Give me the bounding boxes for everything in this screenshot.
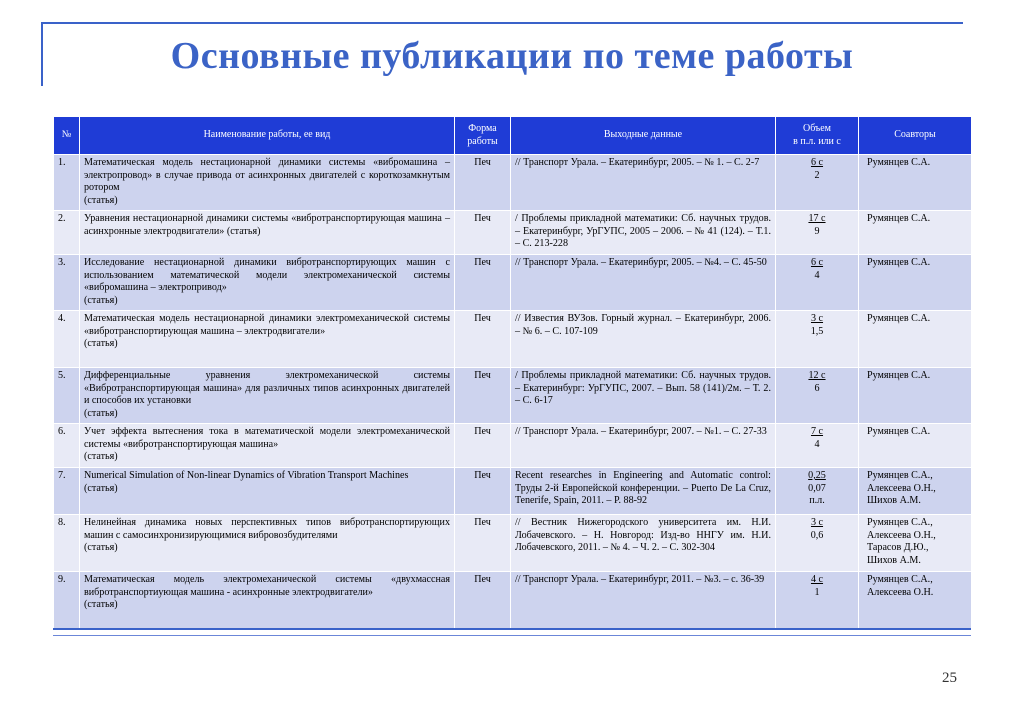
work-form: Печ	[455, 255, 511, 311]
volume-sheets: 2	[814, 169, 820, 181]
publications-table-wrap	[53, 116, 971, 629]
volume-cell	[776, 515, 859, 572]
work-kind: (статья)	[84, 407, 118, 419]
volume-pages: 4 с	[810, 574, 824, 585]
volume-cell	[776, 211, 859, 255]
work-kind: (статья)	[84, 194, 118, 206]
top-rule	[41, 22, 963, 24]
coauthor-name: Румянцев С.А.	[867, 313, 931, 324]
volume-pages: 7 с	[810, 426, 824, 437]
work-title-cell	[80, 155, 455, 211]
work-title: Исследование нестационарной динамики вибротранспортирующих машин с использованием математической модели электромеханической системы «вибромашина – электропривод»	[84, 257, 450, 294]
coauthors-cell	[859, 311, 972, 368]
coauthors-cell	[859, 255, 972, 311]
volume-sheets: 4	[814, 438, 820, 450]
volume-pages: 3 с	[810, 517, 824, 528]
coauthors-cell	[859, 368, 972, 424]
volume-cell	[776, 311, 859, 368]
work-title: Математическая модель нестационарной динамики электромеханической системы «вибротранспортирующая машина – электродвигатели»	[84, 313, 450, 337]
output-data: / Проблемы прикладной математики: Сб. научных трудов. – Екатеринбург: УрГУПС, 2007. – Вып. 58 (141)/2м. – Т. 2. – С. 6-17	[511, 368, 776, 424]
table-row	[54, 211, 972, 255]
row-number: 3.	[54, 255, 80, 311]
work-kind: (статья)	[84, 451, 118, 463]
work-title: Математическая модель электромеханической системы «двухмассная вибротранспортиующая машина - асинхронные электродвигатели»	[84, 574, 450, 598]
header-volume	[776, 117, 859, 155]
row-number: 7.	[54, 468, 80, 515]
work-title: Дифференциальные уравнения электромеханической системы «Вибротранспортирующая машина» для различных типов асинхронных двигателей и способов их установки	[84, 370, 450, 407]
work-form: Печ	[455, 211, 511, 255]
bottom-rule-thin	[53, 635, 971, 636]
header-form-line2: работы	[467, 135, 498, 147]
header-volume-line2: в п.л. или с	[793, 135, 841, 147]
output-data: / Проблемы прикладной математики: Сб. научных трудов. – Екатеринбург, УрГУПС, 2005 – 2006. – № 41 (124). – Т.1. – С. 213-228	[511, 211, 776, 255]
coauthor-name: Алексеева О.Н.	[867, 586, 934, 598]
volume-unit: п.л.	[809, 495, 825, 507]
output-data: // Транспорт Урала. – Екатеринбург, 2005. – №4. – С. 45-50	[511, 255, 776, 311]
volume-cell	[776, 368, 859, 424]
coauthors-cell	[859, 515, 972, 572]
output-data: // Известия ВУЗов. Горный журнал. – Екатеринбург, 2006. – № 6. – С. 107-109	[511, 311, 776, 368]
table-row	[54, 515, 972, 572]
work-title-cell	[80, 255, 455, 311]
header-name: Наименование работы, ее вид	[80, 117, 455, 155]
work-title: Уравнения нестационарной динамики системы «вибротранспортирующая машина – асинхронные электродвигатели» (статья)	[84, 213, 450, 237]
work-title-cell	[80, 572, 455, 629]
volume-pages: 17 с	[808, 213, 826, 224]
coauthors-cell	[859, 572, 972, 629]
volume-cell	[776, 424, 859, 468]
volume-pages: 12 с	[808, 370, 826, 381]
work-title-cell	[80, 424, 455, 468]
row-number: 5.	[54, 368, 80, 424]
coauthors-cell	[859, 211, 972, 255]
page-number: 25	[942, 670, 957, 686]
table-row	[54, 255, 972, 311]
volume-cell	[776, 255, 859, 311]
work-title-cell	[80, 368, 455, 424]
work-title-cell	[80, 468, 455, 515]
volume-sheets: 0,07	[808, 482, 826, 494]
coauthor-name: Алексеева О.Н.,	[867, 482, 936, 494]
table-body	[54, 155, 972, 629]
coauthor-name: Румянцев С.А.	[867, 426, 931, 437]
volume-sheets: 6	[814, 382, 820, 394]
table-row	[54, 468, 972, 515]
header-form	[455, 117, 511, 155]
coauthor-name: Алексеева О.Н.,	[867, 529, 936, 541]
volume-sheets: 9	[814, 225, 820, 237]
table-row	[54, 368, 972, 424]
header-output: Выходные данные	[511, 117, 776, 155]
coauthors-cell	[859, 424, 972, 468]
work-form: Печ	[455, 155, 511, 211]
work-title-cell	[80, 515, 455, 572]
work-form: Печ	[455, 468, 511, 515]
work-kind: (статья)	[84, 542, 118, 554]
work-title: Нелинейная динамика новых перспективных типов вибротранспортирующих машин с самосинхронизирующимися вибровозбудителями	[84, 517, 450, 541]
coauthor-name: Румянцев С.А.	[867, 370, 931, 381]
page-title: Основные публикации по теме работы	[170, 35, 854, 77]
output-data: // Транспорт Урала. – Екатеринбург, 2007. – №1. – С. 27-33	[511, 424, 776, 468]
coauthor-name: Румянцев С.А.	[867, 257, 931, 268]
coauthor-name: Шихов А.М.	[867, 554, 921, 566]
volume-sheets: 4	[814, 269, 820, 281]
bottom-rule	[53, 628, 971, 630]
work-form: Печ	[455, 368, 511, 424]
volume-sheets: 0,6	[810, 529, 824, 541]
work-form: Печ	[455, 424, 511, 468]
volume-sheets: 1,5	[810, 325, 824, 337]
header-volume-line1: Объем	[803, 123, 831, 134]
header-coauthors: Соавторы	[859, 117, 972, 155]
table-row	[54, 155, 972, 211]
coauthor-name: Шихов А.М.	[867, 495, 921, 507]
volume-cell	[776, 468, 859, 515]
output-data: Recent researches in Engineering and Automatic control: Труды 2-й Европейской конференции. – Puerto De La Cruz, Tenerife, Spain, 2011. – P. 88-92	[511, 468, 776, 515]
volume-cell	[776, 155, 859, 211]
table-header-row	[54, 117, 972, 155]
coauthor-name: Румянцев С.А.,	[867, 574, 933, 585]
output-data: // Вестник Нижегородского университета им. Н.И. Лобачевского. – Н. Новгород: Изд-во ННГУ им. Н.И. Лобачевского, 2011. – № 4. – Ч. 2. – С. 302-304	[511, 515, 776, 572]
work-title: Учет эффекта вытеснения тока в математической модели электромеханической системы «вибротранспортирующая машина»	[84, 426, 450, 450]
coauthor-name: Румянцев С.А.,	[867, 517, 933, 528]
publications-table	[53, 116, 972, 629]
coauthor-name: Румянцев С.А.,	[867, 470, 933, 481]
row-number: 6.	[54, 424, 80, 468]
work-kind: (статья)	[84, 338, 118, 350]
volume-pages: 6 с	[810, 257, 824, 268]
volume-pages: 3 с	[810, 313, 824, 324]
row-number: 4.	[54, 311, 80, 368]
volume-sheets: 1	[814, 586, 820, 598]
coauthor-name: Тарасов Д.Ю.,	[867, 542, 929, 554]
header-form-line1: Форма	[468, 123, 497, 134]
coauthors-cell	[859, 468, 972, 515]
work-form: Печ	[455, 572, 511, 629]
row-number: 1.	[54, 155, 80, 211]
work-form: Печ	[455, 515, 511, 572]
work-kind: (статья)	[84, 294, 118, 306]
coauthor-name: Румянцев С.А.	[867, 213, 931, 224]
table-row	[54, 311, 972, 368]
header-num: №	[54, 117, 80, 155]
volume-cell	[776, 572, 859, 629]
coauthors-cell	[859, 155, 972, 211]
work-title: Numerical Simulation of Non-linear Dynamics of Vibration Transport Machines	[84, 470, 409, 481]
row-number: 9.	[54, 572, 80, 629]
work-title: Математическая модель нестационарной динамики системы «вибромашина – электропровод» в случае привода от асинхронных двигателей с короткозамкнутым ротором	[84, 157, 450, 194]
work-title-cell	[80, 311, 455, 368]
row-number: 8.	[54, 515, 80, 572]
work-kind: (статья)	[84, 599, 118, 611]
work-title-cell	[80, 211, 455, 255]
coauthor-name: Румянцев С.А.	[867, 157, 931, 168]
table-row	[54, 424, 972, 468]
row-number: 2.	[54, 211, 80, 255]
work-form: Печ	[455, 311, 511, 368]
work-kind: (статья)	[84, 482, 118, 494]
volume-pages: 6 с	[810, 157, 824, 168]
output-data: // Транспорт Урала. – Екатеринбург, 2011. – №3. – с. 36-39	[511, 572, 776, 629]
output-data: // Транспорт Урала. – Екатеринбург, 2005. – № 1. – С. 2-7	[511, 155, 776, 211]
table-row	[54, 572, 972, 629]
volume-pages: 0,25	[808, 470, 826, 481]
